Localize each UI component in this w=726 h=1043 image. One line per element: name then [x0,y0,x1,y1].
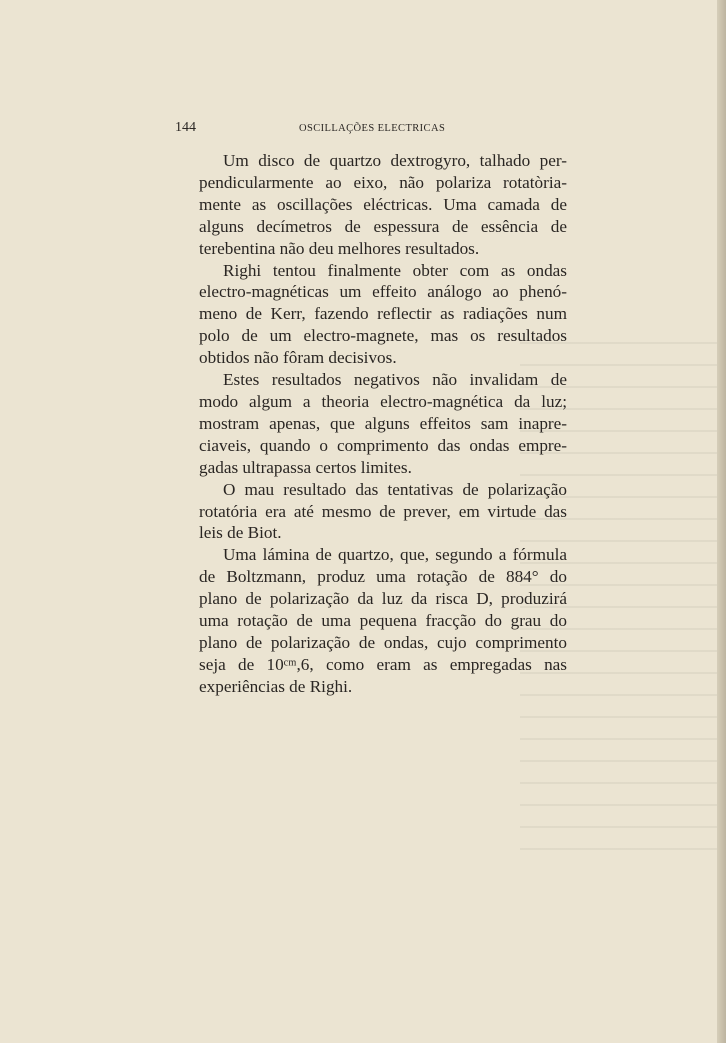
text-line: rotatória era até mesmo de prever, em virtude das [199,501,567,521]
text-line: mente as oscillações eléctricas. Uma camada de [199,194,567,214]
text-line: gadas ultrapassa certos limites. [199,457,412,477]
text-line: alguns decímetros de espessura de essência de [199,216,567,236]
text-line: terebentina não deu melhores resultados. [199,238,480,258]
text-line: Estes resultados negativos não invalidam de [223,370,567,390]
text-line: modo algum a theoria electro-magnética da luz; [199,391,567,411]
text-line: leis de Biot. [199,523,282,543]
text-line: de Boltzmann, produz uma rotação de 884° do [199,567,567,587]
text-line: Um disco de quartzo dextrogyro, talhado per- [223,151,567,170]
page-edge [717,0,726,1043]
text-line: mostram apenas, que alguns effeitos sam inapre- [199,413,567,433]
page-header [175,120,567,140]
paragraph [175,479,567,545]
paragraph [175,544,567,697]
running-head: OSCILLAÇÕES ELECTRICAS [299,123,446,134]
text-line: O mau resultado das tentativas de polarização [223,479,567,499]
page-number: 144 [175,120,196,135]
text-line: plano de polarização de ondas, cujo comprimento [199,632,567,652]
text-line: ciaveis, quando o comprimento das ondas empre- [199,435,567,455]
text-line: uma rotação de uma pequena fracção do grau do [199,611,567,631]
text-line: polo de um electro-magnete, mas os resultados [199,326,567,346]
paragraph [175,369,567,479]
text-line: Uma lámina de quartzo, que, segundo a fórmula [223,545,567,565]
text-line: pendicularmente ao eixo, não polariza rotatòria- [199,172,567,192]
paragraph [175,260,567,370]
text-line: seja de 10ᶜᵐ,6, como eram as empregadas nas [199,654,567,674]
text-line: meno de Kerr, fazendo reflectir as radiações num [199,304,567,324]
paragraph [175,150,567,260]
text-line: electro-magnéticas um effeito análogo ao phenó- [199,282,567,302]
text-line: Righi tentou finalmente obter com as ondas [223,260,567,280]
body-text [175,150,567,698]
text-line: obtidos não fôram decisivos. [199,348,397,368]
text-line: plano de polarização da luz da risca D, produzirá [199,589,567,609]
text-line: experiências de Righi. [199,676,353,696]
